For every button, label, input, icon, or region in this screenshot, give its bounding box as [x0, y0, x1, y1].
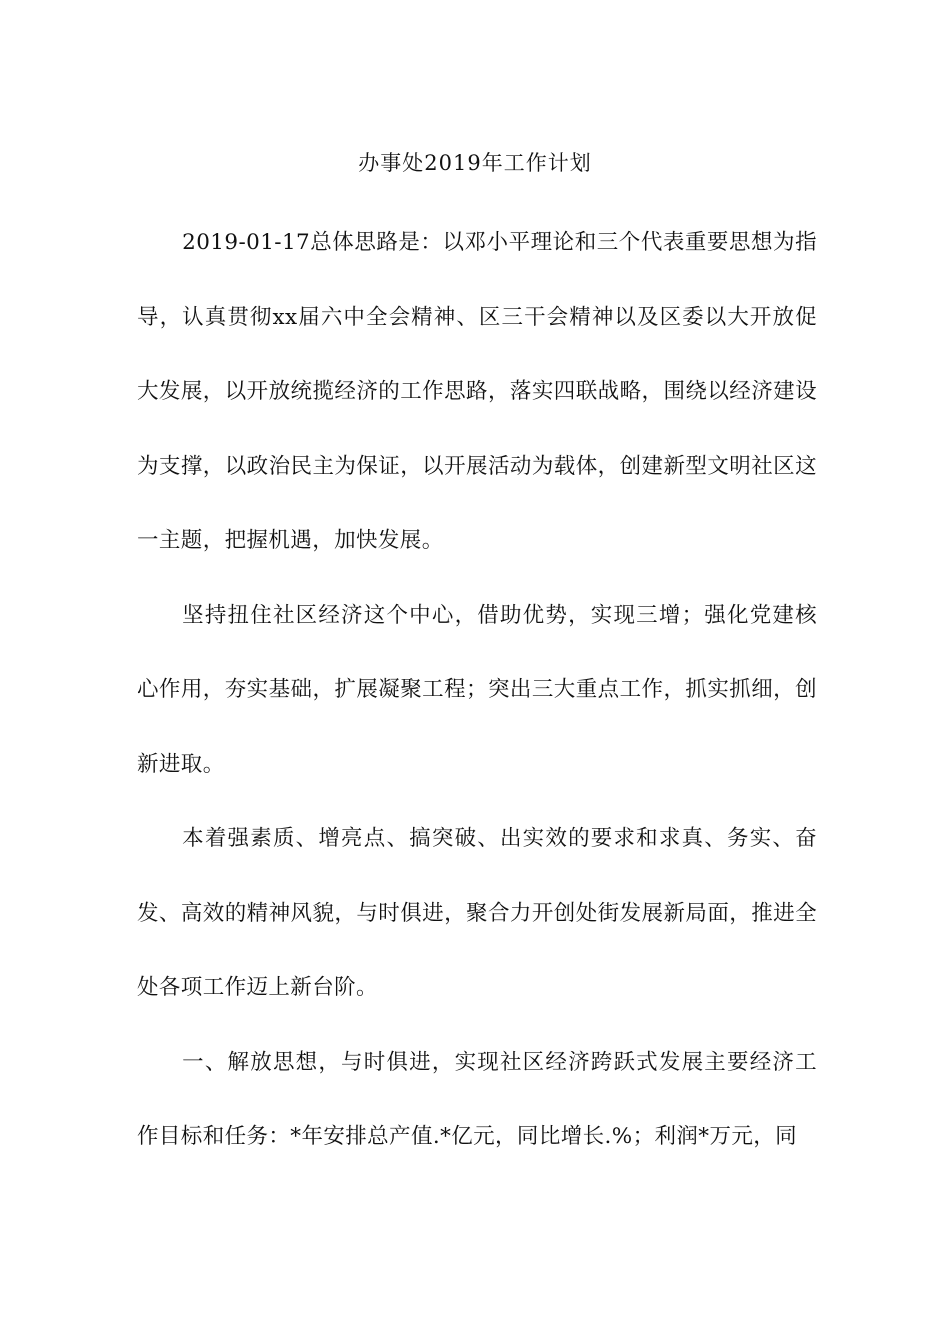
paragraph-work-style: 本着强素质、增亮点、搞突破、出实效的要求和求真、务实、奋发、高效的精神风貌，与时俱进，聚合力开创处街发展新局面，推进全处各项工作迈上新台阶。	[137, 826, 817, 1000]
document-title: 办事处2019年工作计划	[358, 151, 592, 175]
paragraph-overall-approach: 2019-01-17总体思路是：以邓小平理论和三个代表重要思想为指导，认真贯彻xx届六中全会精神、区三干会精神以及区委以大开放促大发展，以开放统揽经济的工作思路，落实四联战略，围绕以经济建设为支撑，以政治民主为保证，以开展活动为载体，创建新型文明社区这一主题，把握机遇，加快发展。	[137, 230, 817, 553]
paragraph-section-one: 一、解放思想，与时俱进，实现社区经济跨跃式发展主要经济工作目标和任务：*年安排总产值.*亿元，同比增长.%；利润*万元，同	[137, 1049, 817, 1149]
paragraph-economic-center: 坚持扭住社区经济这个中心，借助优势，实现三增；强化党建核心作用，夯实基础，扩展凝聚工程；突出三大重点工作，抓实抓细，创新进取。	[137, 602, 817, 777]
document-body	[137, 206, 817, 1175]
